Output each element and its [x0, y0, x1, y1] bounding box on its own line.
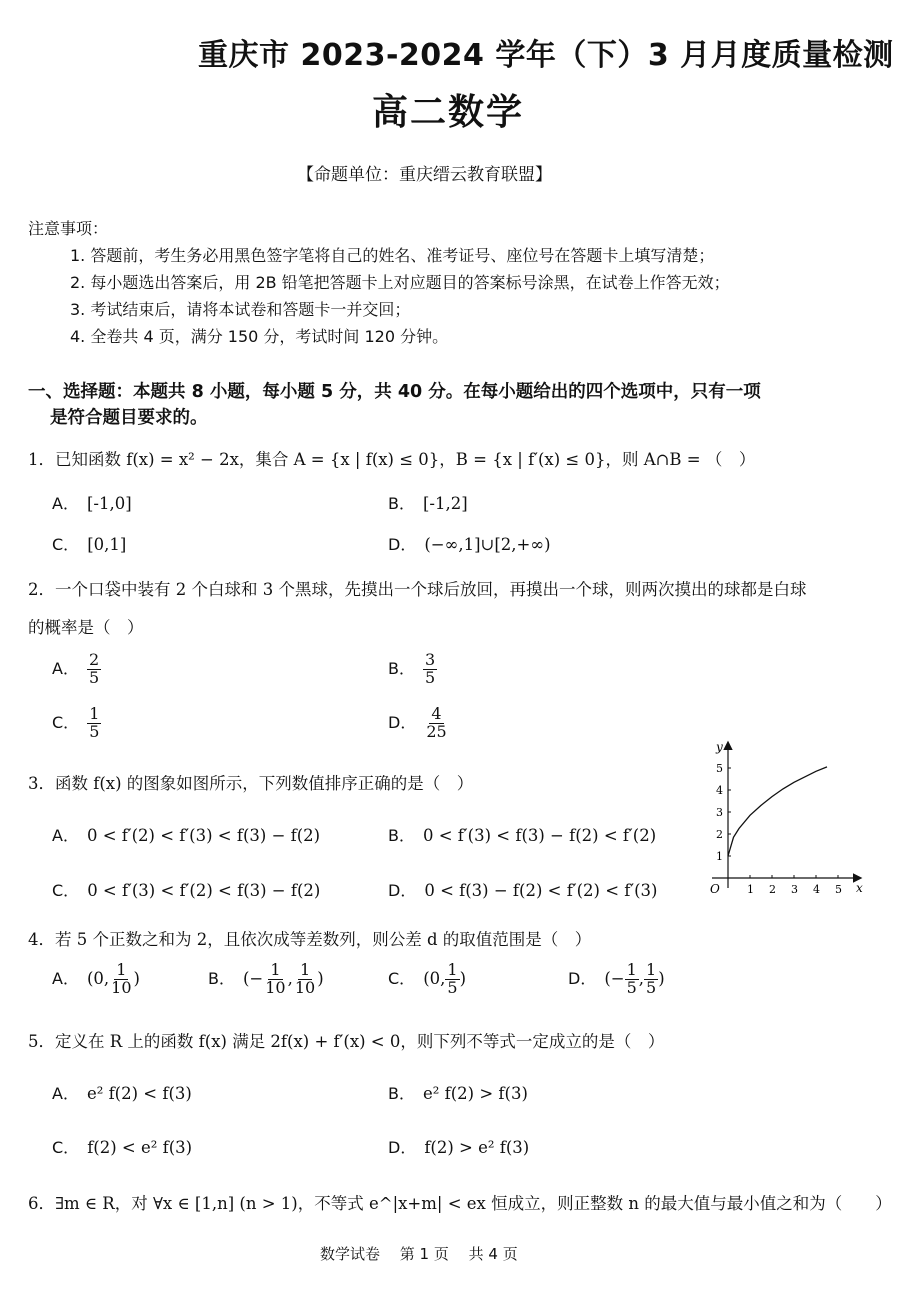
q4-option-b-fraction-1: $\frac{1}{10}$ — [265, 960, 286, 997]
question-2-stem-line2: 的概率是（ ） — [28, 618, 144, 637]
q3-option-d-value: 0 < f(3) − f(2) < f′(2) < f′(3) — [424, 881, 658, 900]
q5-option-c — [52, 1135, 192, 1158]
q5-option-d — [388, 1135, 529, 1158]
origin-label: O — [710, 882, 720, 896]
exam-unit: 【命题单位：重庆缙云教育联盟】 — [297, 165, 552, 185]
q4-option-d-pre: (− — [604, 968, 625, 988]
q1-option-b-value: [-1,2] — [422, 494, 468, 513]
q4-option-b-mid: , — [287, 968, 293, 988]
q3-option-a — [52, 823, 320, 846]
page-footer: 数学试卷 第 1 页 共 4 页 — [320, 1245, 518, 1263]
q4-option-d-label: D． — [568, 968, 597, 988]
x-tick-label: 3 — [791, 883, 798, 896]
q4-option-d — [568, 962, 665, 997]
question-4-stem: 4．若 5 个正数之和为 2，且依次成等差数列，则公差 d 的取值范围是（ ） — [28, 930, 592, 949]
q3-option-d — [388, 878, 658, 901]
q4-option-d-fraction-2: $\frac{1}{5}$ — [646, 960, 657, 997]
q4-option-a-fraction: $\frac{1}{10}$ — [111, 960, 132, 997]
q4-option-c-post: ) — [459, 968, 466, 988]
question-5-stem: 5．定义在 R 上的函数 f(x) 满足 2f(x) + f′(x) < 0，则下列不等式一定成立的是（ ） — [28, 1032, 665, 1051]
q4-option-a-post: ) — [133, 968, 140, 988]
q4-option-d-post: ) — [658, 968, 665, 988]
q5-option-b-value: e² f(2) > f(3) — [422, 1084, 528, 1103]
y-tick-label: 3 — [716, 806, 723, 819]
q2-option-c-fraction: $\frac{1}{5}$ — [89, 704, 100, 741]
note-item-1: 1. 答题前，考生务必用黑色签字笔将自己的姓名、准考证号、座位号在答题卡上填写清楚； — [70, 246, 715, 265]
y-axis-label: y — [716, 740, 723, 754]
y-tick-label: 4 — [716, 784, 723, 797]
q5-option-d-label: D． — [388, 1138, 417, 1157]
q4-option-b-fraction-2: $\frac{1}{10}$ — [294, 960, 316, 997]
q4-option-c — [388, 962, 466, 997]
q2-option-a — [52, 652, 101, 687]
x-axis-label: x — [856, 881, 863, 895]
q2-option-b — [388, 652, 437, 687]
q5-option-b — [388, 1081, 528, 1104]
q5-option-a — [52, 1081, 192, 1104]
q1-option-b — [388, 491, 468, 514]
q3-option-b-label: B． — [388, 826, 415, 845]
q2-option-b-fraction: $\frac{3}{5}$ — [424, 650, 436, 687]
q4-option-c-label: C． — [388, 968, 416, 988]
q4-option-c-fraction: $\frac{1}{5}$ — [447, 960, 458, 997]
q3-option-a-value: 0 < f′(2) < f′(3) < f(3) − f(2) — [86, 826, 321, 845]
q2-option-c-label: C． — [52, 712, 80, 732]
q2-option-d-label: D． — [388, 712, 417, 732]
q2-option-a-fraction: $\frac{2}{5}$ — [88, 650, 100, 687]
q1-option-d-value: (−∞,1]∪[2,+∞) — [424, 535, 551, 554]
q3-option-c-value: 0 < f′(3) < f′(2) < f(3) − f(2) — [87, 881, 321, 900]
q3-option-a-label: A． — [52, 826, 79, 845]
q2-option-a-label: A． — [52, 658, 79, 678]
q5-option-a-value: e² f(2) < f(3) — [86, 1084, 192, 1103]
q5-option-c-label: C． — [52, 1138, 80, 1157]
q1-option-d — [388, 532, 551, 555]
note-item-2: 2. 每小题选出答案后，用 2B 铅笔把答题卡上对应题目的答案标号涂黑，在试卷上作答无效； — [70, 273, 730, 292]
q4-option-b-post: ) — [317, 968, 324, 988]
q3-option-b — [388, 823, 656, 846]
y-tick-label: 2 — [716, 828, 723, 841]
section-heading-line1: 一、选择题：本题共 8 小题，每小题 5 分，共 40 分。在每小题给出的四个选项中，只有一项 — [28, 382, 761, 402]
q3-option-b-value: 0 < f′(3) < f(3) − f(2) < f′(2) — [422, 826, 657, 845]
q4-option-a-label: A． — [52, 968, 79, 988]
x-tick-label: 1 — [747, 883, 754, 896]
note-item-4: 4. 全卷共 4 页，满分 150 分，考试时间 120 分钟。 — [70, 327, 449, 346]
exam-title: 重庆市 2023-2024 学年（下）3 月月度质量检测 — [198, 38, 894, 73]
q4-option-a — [52, 962, 140, 997]
note-item-3: 3. 考试结束后，请将本试卷和答题卡一并交回； — [70, 300, 411, 319]
q1-option-a — [52, 491, 132, 514]
q4-option-b — [208, 962, 324, 997]
q1-option-a-value: [-1,0] — [86, 494, 132, 513]
q3-option-d-label: D． — [388, 881, 417, 900]
q4-option-c-pre: (0, — [423, 968, 446, 988]
function-curve — [728, 767, 827, 856]
q2-option-c — [52, 706, 101, 741]
x-tick-label: 5 — [835, 883, 842, 896]
q5-option-d-value: f(2) > e² f(3) — [424, 1138, 530, 1157]
q1-option-a-label: A． — [52, 494, 79, 513]
q3-option-c — [52, 878, 320, 901]
q4-option-d-fraction-1: $\frac{1}{5}$ — [626, 960, 637, 997]
q1-option-c-label: C． — [52, 535, 80, 554]
q2-option-b-label: B． — [388, 658, 415, 678]
q1-option-d-label: D． — [388, 535, 417, 554]
question-2-stem-line1: 2．一个口袋中装有 2 个白球和 3 个黑球，先摸出一个球后放回，再摸出一个球，则两次摸出的球都是白球 — [28, 580, 807, 599]
q3-option-c-label: C． — [52, 881, 80, 900]
y-tick-label: 1 — [716, 850, 723, 863]
question-3-stem: 3．函数 f(x) 的图象如图所示，下列数值排序正确的是（ ） — [28, 774, 474, 793]
q4-option-a-pre: (0, — [86, 968, 110, 988]
function-graph — [700, 735, 870, 900]
y-tick-label: 5 — [716, 762, 723, 775]
question-1-stem: 1．已知函数 f(x) = x² − 2x，集合 A = {x | f(x) ≤ 0}，B = {x | f′(x) ≤ 0}，则 A∩B = （ ） — [28, 450, 756, 469]
q4-option-b-label: B． — [208, 968, 235, 988]
q1-option-c — [52, 532, 126, 555]
section-heading-line2: 是符合题目要求的。 — [50, 408, 208, 428]
question-6-stem: 6．∃m ∈ R，对 ∀x ∈ [1,n] (n > 1)，不等式 e^|x+m| < ex 恒成立，则正整数 n 的最大值与最小值之和为（ ） — [28, 1194, 892, 1213]
q5-option-b-label: B． — [388, 1084, 415, 1103]
x-tick-label: 4 — [813, 883, 820, 896]
q2-option-d-fraction: $\frac{4}{25}$ — [426, 704, 447, 741]
notes-heading: 注意事项： — [28, 219, 109, 238]
q5-option-a-label: A． — [52, 1084, 79, 1103]
x-tick-label: 2 — [769, 883, 776, 896]
q5-option-c-value: f(2) < e² f(3) — [87, 1138, 193, 1157]
q1-option-c-value: [0,1] — [87, 535, 127, 554]
exam-subtitle: 高二数学 — [372, 92, 525, 133]
q1-option-b-label: B． — [388, 494, 415, 513]
q2-option-d — [388, 706, 449, 741]
q4-option-d-mid: , — [638, 968, 645, 988]
q4-option-b-pre: (− — [242, 968, 264, 988]
